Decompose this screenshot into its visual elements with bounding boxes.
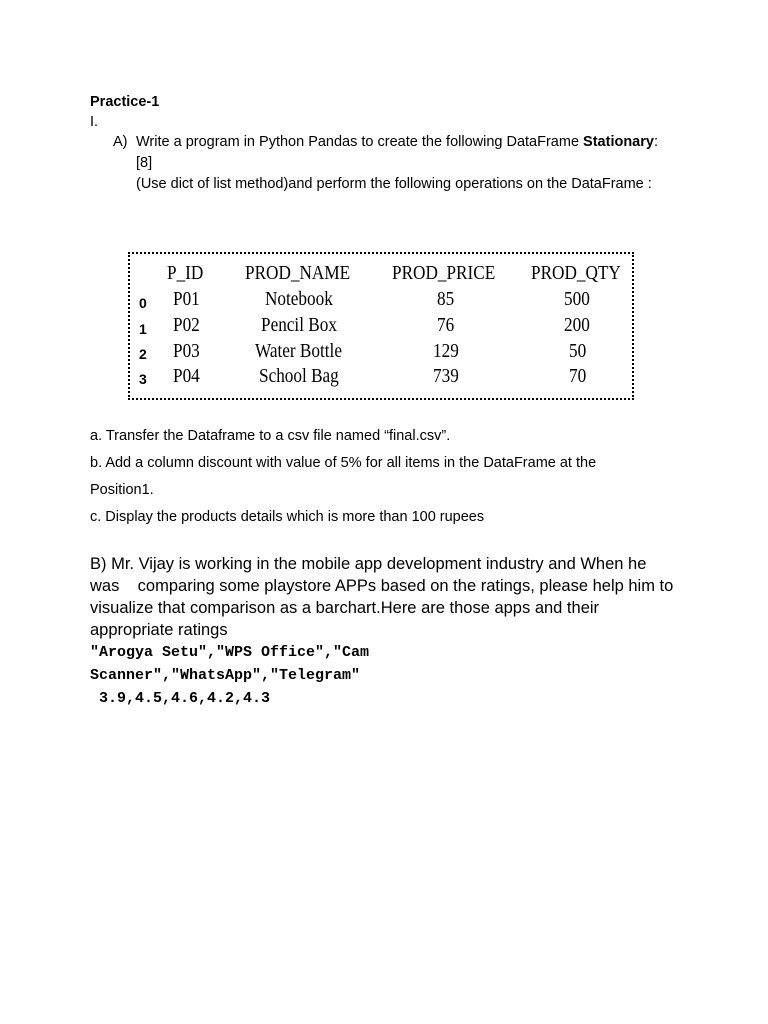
question-b-line4: appropriate ratings [90, 621, 228, 639]
row-index: 2 [139, 346, 147, 362]
task-a: a. Transfer the Dataframe to a csv file named “final.csv”. [90, 428, 451, 444]
question-a-label: A) [113, 134, 128, 150]
task-b-line1: b. Add a column discount with value of 5% for all items in the DataFrame at the [90, 455, 597, 471]
code-ratings: 3.9,4.5,4.6,4.2,4.3 [90, 690, 271, 707]
cell-prod-qty: 500 [564, 288, 590, 310]
cell-prod-qty: 70 [569, 365, 587, 387]
practice-title: Practice-1 [90, 94, 160, 110]
question-a-text [136, 134, 658, 150]
code-apps-line2: Scanner","WhatsApp","Telegram" [90, 667, 361, 684]
cell-prod-name: Pencil Box [261, 314, 337, 336]
question-a-marks: [8] [136, 155, 153, 171]
task-b-line2: Position1. [90, 482, 154, 498]
question-b-line3: visualize that comparison as a barchart.Here are those apps and their [90, 599, 600, 617]
cell-prod-price: 85 [437, 288, 455, 310]
code-apps-line1: "Arogya Setu","WPS Office","Cam [90, 644, 370, 661]
column-header: PROD_NAME [245, 262, 351, 284]
task-c: c. Display the products details which is more than 100 rupees [90, 509, 485, 525]
cell-prod-price: 129 [433, 340, 459, 362]
column-header: PROD_PRICE [392, 262, 496, 284]
question-a-prefix: Write a program in Python Pandas to create the following DataFrame [136, 134, 584, 150]
cell-prod-price: 739 [433, 365, 459, 387]
cell-prod-name: Notebook [265, 288, 333, 310]
column-header: P_ID [167, 262, 204, 284]
cell-prod-price: 76 [437, 314, 455, 336]
row-index: 1 [139, 321, 147, 337]
column-header: PROD_QTY [531, 262, 621, 284]
question-a-instructions: (Use dict of list method)and perform the following operations on the DataFrame : [136, 176, 652, 192]
dataframe-name: Stationary [583, 134, 654, 150]
row-index: 3 [139, 371, 147, 387]
cell-pid: P02 [173, 314, 200, 336]
question-b-line2: was comparing some playstore APPs based on the ratings, please help him to [90, 577, 674, 595]
cell-prod-qty: 200 [564, 314, 590, 336]
cell-pid: P01 [173, 288, 200, 310]
cell-prod-name: Water Bottle [255, 340, 342, 362]
cell-pid: P03 [173, 340, 200, 362]
cell-prod-name: School Bag [259, 365, 339, 387]
question-b-line1: B) Mr. Vijay is working in the mobile app development industry and When he [90, 555, 647, 573]
cell-pid: P04 [173, 365, 200, 387]
cell-prod-qty: 50 [569, 340, 587, 362]
row-index: 0 [139, 295, 147, 311]
question-a-suffix: : [653, 134, 658, 150]
section-numeral: I. [90, 114, 99, 130]
